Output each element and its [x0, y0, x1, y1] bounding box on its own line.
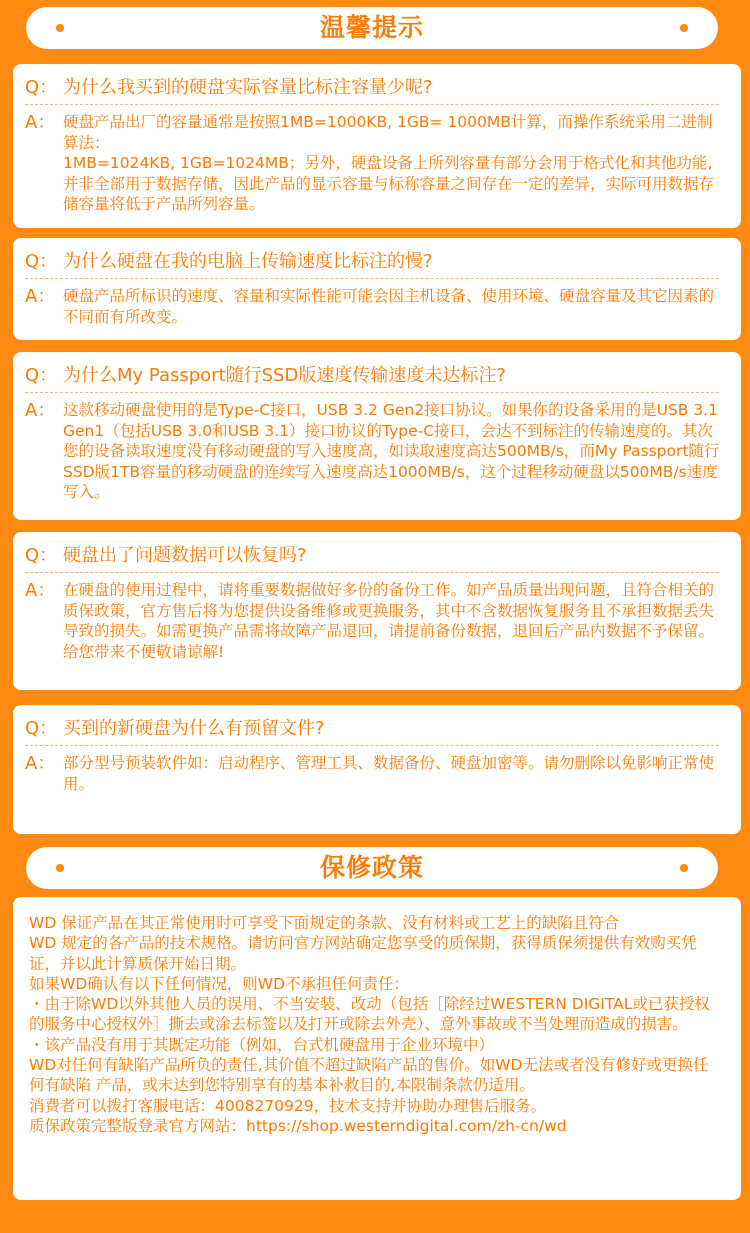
faq-card — [13, 532, 741, 690]
faq-banner — [26, 7, 718, 49]
faq-answer — [25, 400, 727, 503]
divider — [25, 572, 719, 573]
faq-question — [25, 364, 729, 388]
bullet-dot-icon — [680, 864, 688, 872]
question-text: 硬盘出了问题数据可以恢复吗? — [63, 545, 307, 566]
policy-line: ・由于除WD以外其他人员的误用、不当安装、改动（包括［除经过WESTERN DIGITAL或已获授权的服务中心授权外］撕去或涂去标签以及打开或除去外壳）、意外事故或不当处理而造成的损害。 — [29, 995, 710, 1034]
faq-question — [25, 717, 729, 741]
policy-line: WD对任何有缺陷产品所负的责任,其价值不超过缺陷产品的售价。如WD无法或者没有修好或更换任何有缺陷 产品，或未达到您特别享有的基本补救目的,本限制条款仍适用。 — [29, 1056, 709, 1095]
faq-card — [13, 64, 741, 228]
faq-card — [13, 352, 741, 520]
divider — [25, 104, 719, 105]
faq-question — [25, 544, 729, 568]
policy-line: 如果WD确认有以下任何情况，则WD不承担任何责任： — [29, 974, 410, 993]
answer-paragraph: 硬盘产品所标识的速度、容量和实际性能可能会因主机设备、使用环境、硬盘容量及其它因素的不同而有所改变。 — [63, 287, 715, 326]
faq-answer — [25, 286, 727, 327]
policy-line: ・该产品没有用于其既定功能（例如，台式机硬盘用于企业环境中） — [29, 1035, 495, 1054]
answer-paragraph: 在硬盘的使用过程中，请将重要数据做好多份的备份工作。如产品质量出现问题，且符合相关的质保政策，官方售后将为您提供设备维修或更换服务，其中不含数据恢复服务且不承担数据丢失导致的损失。如需更换产品需将故障产品退回，请提前备份数据，退回后产品内数据不予保留。给您带来不便敬请谅解! — [63, 581, 715, 661]
question-text: 为什么硬盘在我的电脑上传输速度比标注的慢? — [63, 251, 433, 272]
question-text: 为什么我买到的硬盘实际容量比标注容量少呢? — [63, 77, 433, 98]
answer-paragraph: 1MB=1024KB, 1GB=1024MB；另外，硬盘设备上所列容量有部分会用于格式化和其他功能,并非全部用于数据存储，因此产品的显示容量与标称容量之间存在一定的差异，实际可用数据存储容量将低于产品所列容量。 — [63, 154, 715, 213]
question-text: 买到的新硬盘为什么有预留文件? — [63, 718, 325, 739]
faq-answer — [25, 753, 727, 794]
divider — [25, 745, 719, 746]
question-mark-label: Q： — [25, 77, 58, 98]
divider — [25, 278, 719, 279]
question-mark-label: Q： — [25, 365, 58, 386]
faq-question — [25, 250, 729, 274]
question-text: 为什么My Passport随行SSD版速度传输速度未达标注? — [63, 365, 506, 386]
bullet-dot-icon — [680, 24, 688, 32]
policy-card — [13, 897, 741, 1200]
faq-answer — [25, 580, 727, 662]
answer-paragraph: 部分型号预装软件如：启动程序、管理工具、数据备份、硬盘加密等。请勿删除以免影响正常使用。 — [63, 754, 715, 793]
answer-mark-label: A： — [25, 286, 56, 307]
answer-paragraph: 硬盘产品出厂的容量通常是按照1MB=1000KB, 1GB= 1000MB计算，而操作系统采用二进制算法： — [63, 113, 713, 152]
question-mark-label: Q： — [25, 718, 58, 739]
policy-line: WD 规定的各产品的技术规格。请访问官方网站确定您享受的质保期，获得质保须提供有效购买凭证，并以此计算质保开始日期。 — [29, 934, 697, 973]
answer-mark-label: A： — [25, 400, 56, 421]
faq-card — [13, 238, 741, 340]
policy-line: WD 保证产品在其正常使用时可享受下面规定的条款、没有材料或工艺上的缺陷且符合 — [29, 914, 620, 932]
question-mark-label: Q： — [25, 251, 58, 272]
divider — [25, 392, 719, 393]
faq-card — [13, 705, 741, 834]
faq-answer — [25, 112, 727, 215]
faq-question — [25, 76, 729, 100]
policy-line: 消费者可以拨打客服电话：4008270929，技术支持并协助办理售后服务。 — [29, 1096, 547, 1115]
policy-link-line: 质保政策完整版登录官方网站：https://shop.westerndigital.com/zh-cn/wd — [29, 1116, 567, 1135]
answer-paragraph: 这款移动硬盘使用的是Type-C接口，USB 3.2 Gen2接口协议。如果你的设备采用的是USB 3.1 Gen1（包括USB 3.0和USB 3.1）接口协议的Type-C接口，会达不到标注的传输速度的。其次您的设备读取速度没有移动硬盘的写入速度高，如读取速度高达500MB/s，而My Passport随行SSD版1TB容量的移动硬盘的连续写入速度高达1000MB/s，这个过程移动硬盘以500MB/s速度写入。 — [63, 401, 720, 501]
answer-mark-label: A： — [25, 753, 56, 774]
answer-mark-label: A： — [25, 580, 56, 601]
policy-banner-title: 保修政策 — [319, 853, 424, 882]
policy-banner — [26, 847, 718, 889]
question-mark-label: Q： — [25, 545, 58, 566]
faq-banner-title: 温馨提示 — [319, 13, 424, 42]
answer-mark-label: A： — [25, 112, 56, 133]
